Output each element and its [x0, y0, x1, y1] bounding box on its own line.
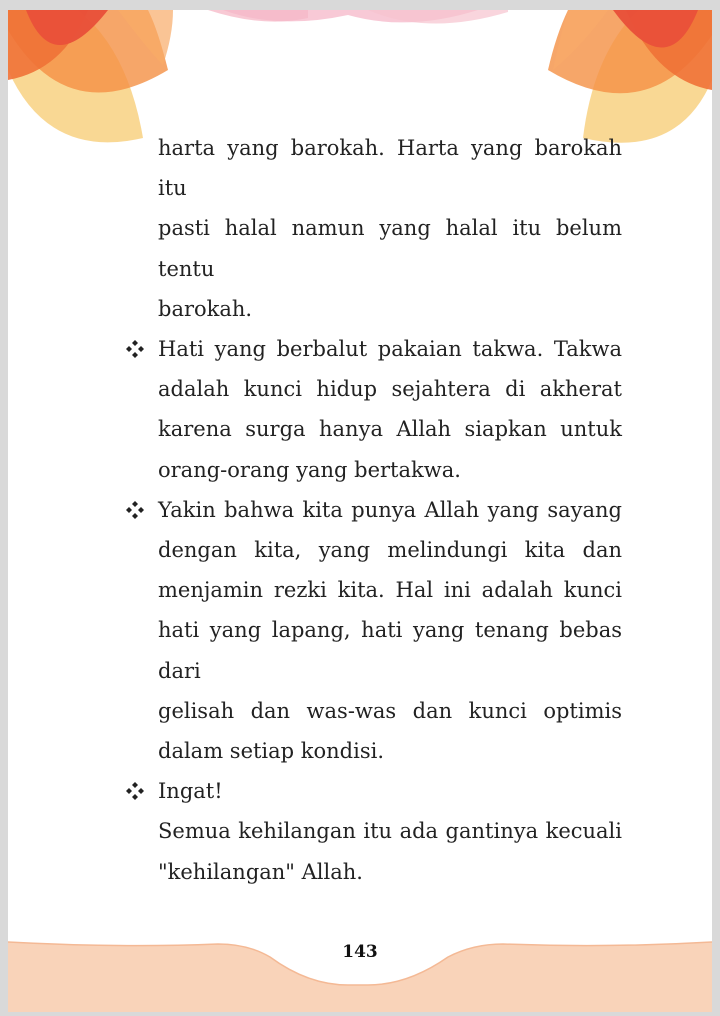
text-line: Hati yang berbalut pakaian takwa. Takwa	[158, 337, 622, 362]
book-page	[8, 10, 712, 1012]
flower-top-left	[8, 10, 173, 142]
four-diamond-bullet-icon	[124, 490, 146, 530]
flower-top-right	[548, 10, 712, 143]
body-text	[158, 128, 622, 892]
text-line: "kehilangan" Allah.	[158, 859, 363, 884]
four-diamond-bullet-icon	[124, 771, 146, 811]
text-line: karena surga hanya Allah siapkan untuk	[158, 417, 622, 442]
text-line: adalah kunci hidup sejahtera di akherat	[158, 377, 622, 402]
text-line: dengan kita, yang melindungi kita dan	[158, 538, 622, 563]
text-line: hati yang lapang, hati yang tenang bebas dari	[158, 618, 622, 683]
text-line: Semua kehilangan itu ada gantinya kecuali	[158, 819, 622, 844]
text-line: Yakin bahwa kita punya Allah yang sayang	[158, 497, 622, 522]
page-number: 143	[342, 942, 378, 962]
text-line: harta yang barokah. Harta yang barokah itu	[158, 136, 622, 201]
text-line: dalam setiap kondisi.	[158, 739, 385, 764]
text-line: menjamin rezki kita. Hal ini adalah kunci	[158, 578, 622, 603]
list-item	[158, 329, 622, 490]
list-item	[158, 771, 622, 892]
text-line: pasti halal namun yang halal itu belum tentu	[158, 216, 622, 281]
text-line: orang-orang yang bertakwa.	[158, 457, 461, 482]
four-diamond-bullet-icon	[124, 329, 146, 369]
text-line: gelisah dan was-was dan kunci optimis	[158, 698, 622, 723]
text-line: barokah.	[158, 296, 253, 321]
text-line: Ingat!	[158, 779, 223, 804]
list-item	[158, 490, 622, 771]
